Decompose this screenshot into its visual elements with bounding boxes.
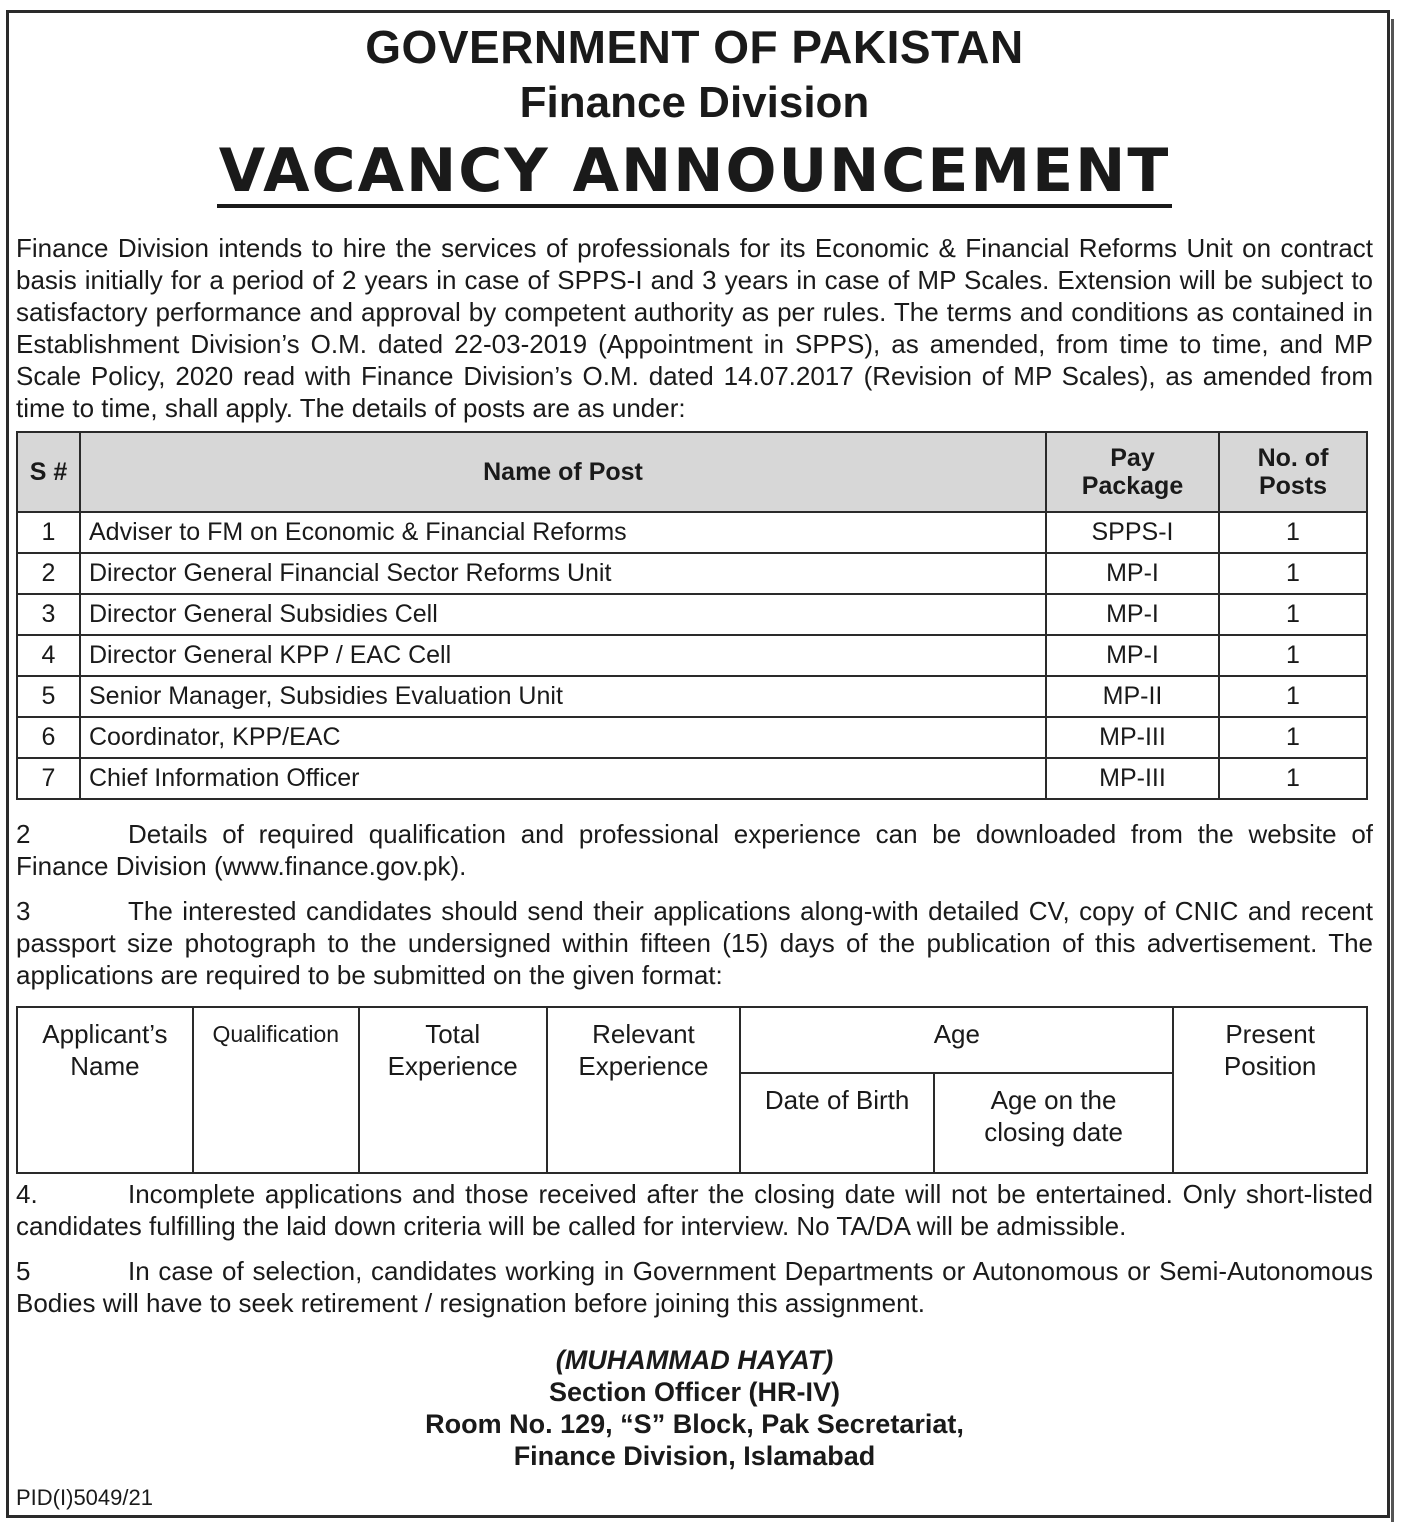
table-row bbox=[17, 635, 1367, 676]
row-sn: 5 bbox=[17, 676, 80, 717]
division-heading: Finance Division bbox=[519, 78, 870, 127]
header-count-line1: No. of bbox=[1257, 444, 1329, 472]
row-pay-package: MP-I bbox=[1046, 635, 1219, 676]
table-row bbox=[17, 594, 1367, 635]
row-pay-package: MP-III bbox=[1046, 717, 1219, 758]
col-date-of-birth: Date of Birth bbox=[740, 1073, 934, 1173]
row-post-count: 1 bbox=[1219, 758, 1367, 799]
row-post-count: 1 bbox=[1219, 717, 1367, 758]
signatory-address-line1: Room No. 129, “S” Block, Pak Secretariat, bbox=[425, 1409, 964, 1439]
row-post-name: Director General Financial Sector Reforms Unit bbox=[80, 553, 1046, 594]
row-post-count: 1 bbox=[1219, 635, 1367, 676]
row-pay-package: MP-I bbox=[1046, 553, 1219, 594]
row-sn: 1 bbox=[17, 512, 80, 553]
announcement-title: VACANCY ANNOUNCEMENT bbox=[218, 136, 1171, 206]
row-post-name: Director General Subsidies Cell bbox=[80, 594, 1046, 635]
paragraph-3-text: The interested candidates should send their applications along-with detailed CV, copy of CNIC and recent passport size photograph to the undersigned within fifteen (15) days of the publication of this advertisement. The applications are required to be submitted on the given format: bbox=[16, 896, 1373, 990]
header-no-of-posts bbox=[1219, 432, 1367, 512]
row-pay-package: MP-I bbox=[1046, 594, 1219, 635]
paragraph-5-text: In case of selection, candidates working in Government Departments or Autonomous or Semi-Autonomous Bodies will have to seek retirement / resignation before joining this assignment. bbox=[16, 1256, 1373, 1318]
row-post-count: 1 bbox=[1219, 553, 1367, 594]
paragraph-2-text: Details of required qualification and professional experience can be downloaded from the website of Finance Division (www.finance.gov.pk). bbox=[16, 819, 1373, 881]
row-post-count: 1 bbox=[1219, 676, 1367, 717]
col-relevant-experience bbox=[547, 1007, 741, 1173]
col-total-experience bbox=[359, 1007, 547, 1173]
government-heading: GOVERNMENT OF PAKISTAN bbox=[365, 21, 1024, 73]
row-post-name: Chief Information Officer bbox=[80, 758, 1046, 799]
age-closing-line1: Age on the bbox=[990, 1085, 1117, 1115]
age-closing-line2: closing date bbox=[984, 1117, 1123, 1147]
row-post-count: 1 bbox=[1219, 512, 1367, 553]
row-pay-package: MP-III bbox=[1046, 758, 1219, 799]
row-post-name: Senior Manager, Subsidies Evaluation Unit bbox=[80, 676, 1046, 717]
col-age: Age bbox=[740, 1007, 1173, 1073]
row-post-count: 1 bbox=[1219, 594, 1367, 635]
paragraph-4-number: 4. bbox=[16, 1179, 38, 1209]
total-exp-line1: Total bbox=[425, 1019, 481, 1049]
format-header-row bbox=[17, 1007, 1367, 1073]
table-row bbox=[17, 717, 1367, 758]
application-format-table bbox=[16, 1006, 1368, 1174]
col-age-on-closing-date bbox=[934, 1073, 1173, 1173]
header-post-name: Name of Post bbox=[80, 432, 1046, 512]
posts-header-row bbox=[17, 432, 1367, 512]
row-sn: 3 bbox=[17, 594, 80, 635]
header-sn: S # bbox=[17, 432, 80, 512]
intro-paragraph: Finance Division intends to hire the services of professionals for its Economic & Financial Reforms Unit on contract basis initially for a period of 2 years in case of SPPS-I and 3 years in case of MP Scales. Extension will be subject to satisfactory performance and approval by competent authority as per rules. The terms and conditions as contained in Establishment Division’s O.M. dated 22-03-2019 (Appointment in SPPS), as amended, from time to time, and MP Scale Policy, 2020 read with Finance Division’s O.M. dated 14.07.2017 (Revision of MP Scales), as amended from time to time, shall apply. The details of posts are as under: bbox=[16, 233, 1373, 423]
row-post-name: Adviser to FM on Economic & Financial Reforms bbox=[80, 512, 1046, 553]
row-sn: 4 bbox=[17, 635, 80, 676]
present-pos-line2: Position bbox=[1223, 1051, 1317, 1081]
paragraph-4-text: Incomplete applications and those received after the closing date will not be entertained. Only short-listed candidates fulfilling the laid down criteria will be called for interview. No TA/DA will be admissible. bbox=[16, 1179, 1373, 1241]
table-row bbox=[17, 553, 1367, 594]
col-qualification: Qualification bbox=[193, 1007, 359, 1173]
paragraph-4 bbox=[16, 1178, 1373, 1242]
applicant-name-line2: Name bbox=[70, 1051, 140, 1081]
table-row bbox=[17, 512, 1367, 553]
header-pay-package bbox=[1046, 432, 1219, 512]
relevant-exp-line2: Experience bbox=[578, 1051, 709, 1081]
paragraph-5 bbox=[16, 1255, 1373, 1319]
col-applicant-name bbox=[17, 1007, 193, 1173]
paragraph-2 bbox=[16, 818, 1373, 882]
row-post-name: Coordinator, KPP/EAC bbox=[80, 717, 1046, 758]
paragraph-2-number: 2 bbox=[16, 819, 31, 849]
signatory-designation: Section Officer (HR-IV) bbox=[548, 1377, 841, 1407]
row-sn: 7 bbox=[17, 758, 80, 799]
pid-number: PID(I)5049/21 bbox=[16, 1485, 153, 1510]
relevant-exp-line1: Relevant bbox=[592, 1019, 695, 1049]
announcement-title-wrap bbox=[16, 136, 1373, 208]
header-count-line2: Posts bbox=[1258, 472, 1328, 500]
signatory-name: (MUHAMMAD HAYAT) bbox=[555, 1345, 834, 1375]
signatory-address-line2: Finance Division, Islamabad bbox=[513, 1441, 876, 1471]
row-pay-package: SPPS-I bbox=[1046, 512, 1219, 553]
posts-table bbox=[16, 431, 1368, 800]
row-post-name: Director General KPP / EAC Cell bbox=[80, 635, 1046, 676]
paragraph-3-number: 3 bbox=[16, 896, 31, 926]
table-row bbox=[17, 676, 1367, 717]
paragraph-3 bbox=[16, 895, 1373, 991]
header-pay-line1: Pay bbox=[1110, 444, 1155, 472]
col-present-position bbox=[1173, 1007, 1367, 1173]
applicant-name-line1: Applicant’s bbox=[42, 1019, 168, 1049]
present-pos-line1: Present bbox=[1225, 1019, 1315, 1049]
header-pay-line2: Package bbox=[1081, 472, 1184, 500]
row-sn: 6 bbox=[17, 717, 80, 758]
total-exp-line2: Experience bbox=[387, 1051, 518, 1081]
row-sn: 2 bbox=[17, 553, 80, 594]
row-pay-package: MP-II bbox=[1046, 676, 1219, 717]
table-row bbox=[17, 758, 1367, 799]
paragraph-5-number: 5 bbox=[16, 1256, 31, 1286]
